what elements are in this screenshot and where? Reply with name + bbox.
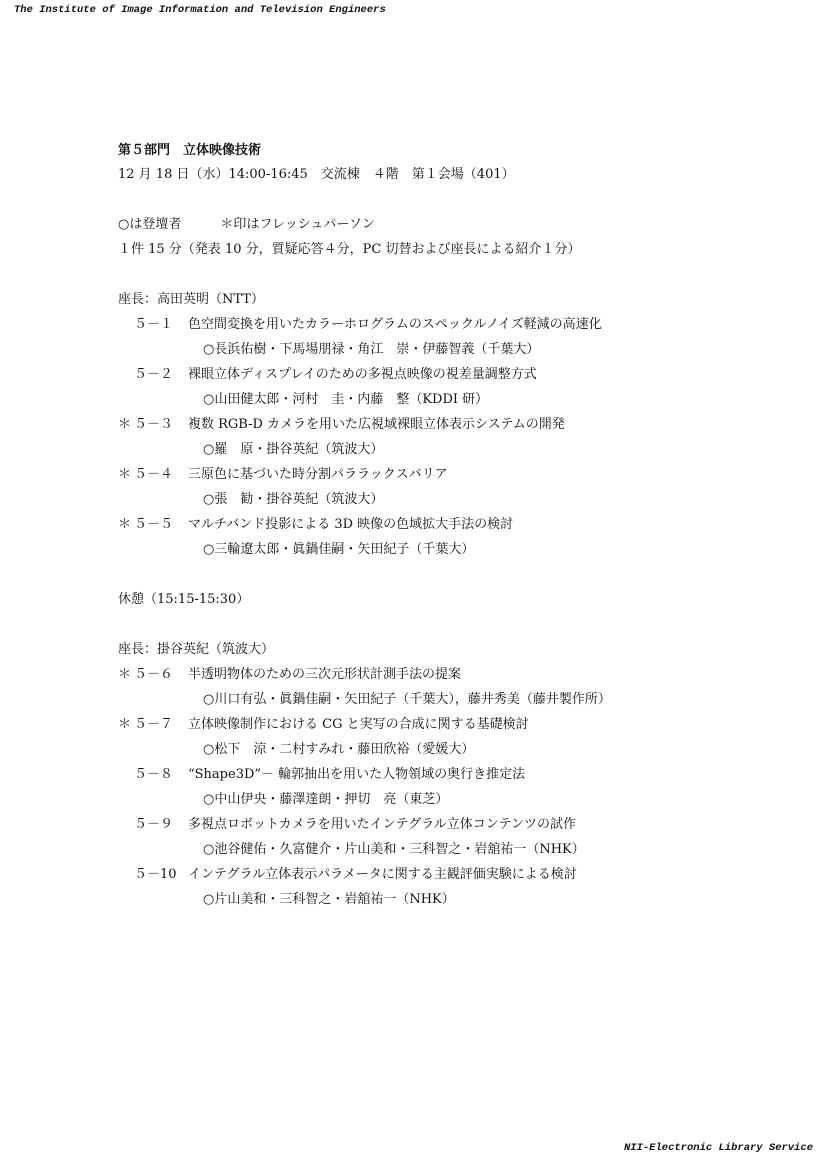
fresh-person-mark: ＊ <box>118 467 132 482</box>
paper-title: 立体映像制作における CG と実写の合成に関する基礎検討 <box>188 717 529 732</box>
paper-authors: ○川口有弘・眞鍋佳嗣・矢田紀子（千葉大），藤井秀美（藤井製作所） <box>203 692 611 707</box>
paper-number: ５－４ <box>134 467 174 482</box>
session1-chair: 座長：高田英明（NTT） <box>118 292 264 307</box>
publisher-header: The Institute of Image Information and Television Engineers <box>14 4 386 16</box>
paper-number: ５－６ <box>134 667 174 682</box>
paper-authors: ○中山伊央・藤澤達朗・押切 亮（東芝） <box>203 792 449 807</box>
library-service-footer: NII-Electronic Library Service <box>623 1142 813 1154</box>
paper-number: ５－８ <box>134 767 174 782</box>
format-note: １件 15 分（発表 10 分，質疑応答４分，PC 切替および座長による紹介１分） <box>118 242 581 257</box>
fresh-person-mark: ＊ <box>118 667 132 682</box>
fresh-person-mark: ＊ <box>118 717 132 732</box>
fresh-person-mark: ＊ <box>118 417 132 432</box>
paper-title: 色空間変換を用いたカラーホログラムのスペックルノイズ軽減の高速化 <box>188 317 602 332</box>
paper-number: ５－３ <box>134 417 174 432</box>
paper-authors: ○羅 原・掛谷英紀（筑波大） <box>203 442 384 457</box>
paper-title: 複数 RGB-D カメラを用いた広視域裸眼立体表示システムの開発 <box>188 417 565 432</box>
paper-number: ５－５ <box>134 517 174 532</box>
legend: ○は登壇者 ＊印はフレッシュパーソン <box>118 217 375 232</box>
paper-number: ５－７ <box>134 717 174 732</box>
section-title: 第５部門 立体映像技術 <box>118 143 262 158</box>
paper-title: マルチバンド投影による 3D 映像の色域拡大手法の検討 <box>188 517 514 532</box>
paper-authors: ○三輪遼太郎・眞鍋佳嗣・矢田紀子（千葉大） <box>203 542 475 557</box>
paper-authors: ○長浜佑樹・下馬場朋禄・角江 崇・伊藤智義（千葉大） <box>203 342 540 357</box>
paper-authors: ○片山美和・三科智之・岩舘祐一（NHK） <box>203 892 455 907</box>
break-notice: 休憩（15:15-15:30） <box>118 592 250 607</box>
paper-authors: ○松下 涼・二村すみれ・藤田欣裕（愛媛大） <box>203 742 475 757</box>
paper-number: ５－９ <box>134 817 174 832</box>
paper-title: 裸眼立体ディスプレイのための多視点映像の視差量調整方式 <box>188 367 537 382</box>
paper-authors: ○山田健太郎・河村 圭・内藤 整（KDDI 研） <box>203 392 489 407</box>
paper-number: ５－１ <box>134 317 174 332</box>
paper-authors: ○池谷健佑・久富健介・片山美和・三科智之・岩舘祐一（NHK） <box>203 842 585 857</box>
paper-title: 多視点ロボットカメラを用いたインテグラル立体コンテンツの試作 <box>188 817 577 832</box>
schedule: 12 月 18 日（水）14:00-16:45 交流棟 ４階 第１会場（401） <box>118 167 515 182</box>
paper-title: インテグラル立体表示パラメータに関する主観評価実験による検討 <box>188 867 577 882</box>
fresh-person-mark: ＊ <box>118 517 132 532</box>
paper-number: ５－２ <box>134 367 174 382</box>
paper-title: 半透明物体のための三次元形状計測手法の提案 <box>188 667 462 682</box>
paper-title: “Shape3D”－ 輪郭抽出を用いた人物領域の奥行き推定法 <box>188 767 526 782</box>
paper-title: 三原色に基づいた時分割パララックスバリア <box>188 467 448 482</box>
session2-chair: 座長：掛谷英紀（筑波大） <box>118 642 275 657</box>
paper-number: ５－10 <box>134 867 177 882</box>
paper-authors: ○張 勧・掛谷英紀（筑波大） <box>203 492 384 507</box>
